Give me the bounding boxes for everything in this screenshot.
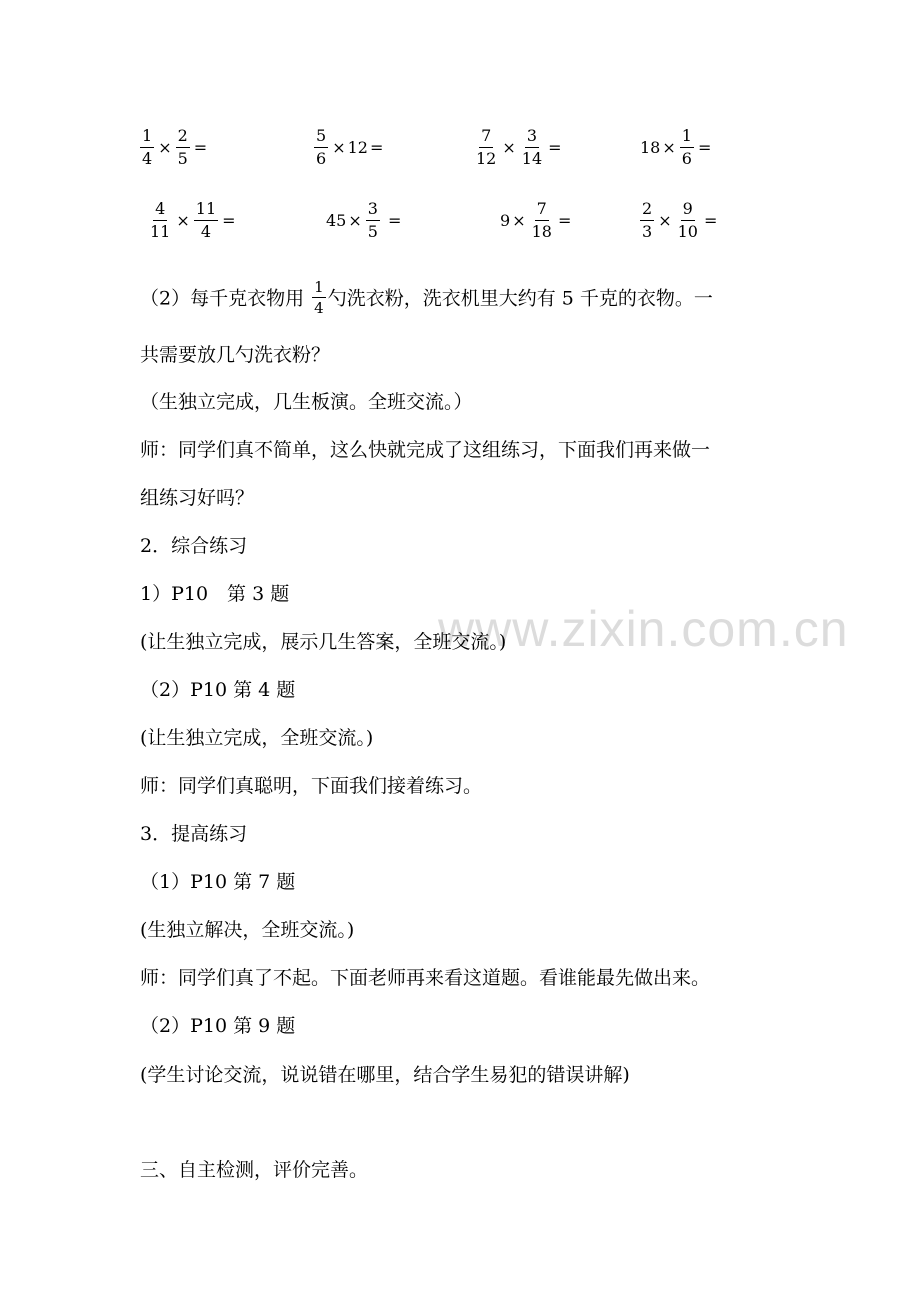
exercise-2-4: $\frac{2}{3}$ × $\frac{9}{10}$ = [642, 199, 718, 241]
exercise-2-3: 9 × $\frac{7}{18}$ = [500, 199, 572, 241]
text-line: （2）P10 第 4 题 [140, 679, 296, 701]
text-line: (学生讨论交流，说说错在哪里，结合学生易犯的错误讲解) [140, 1064, 630, 1086]
exercise-1-1: $\frac{1}{4}$ × $\frac{2}{5}$ = [142, 126, 208, 168]
fraction: $\frac{4}{11}$ [150, 199, 171, 241]
exercise-2-2: 45 × $\frac{3}{5}$ = [326, 199, 402, 241]
fraction: $\frac{7}{12}$ [476, 126, 497, 168]
fraction: $\frac{3}{5}$ [367, 199, 378, 241]
text-line: （1）P10 第 7 题 [140, 871, 296, 893]
text-line: （2）P10 第 9 题 [140, 1015, 296, 1037]
fraction: $\frac{9}{10}$ [677, 199, 698, 241]
fraction: $\frac{7}{18}$ [531, 199, 552, 241]
exercise-1-2: $\frac{5}{6}$ × 12 = [316, 126, 384, 168]
text-line: 1）P10 第 3 题 [140, 583, 290, 605]
fraction: $\frac{5}{6}$ [316, 126, 327, 168]
section-heading: 三、自主检测，评价完善。 [140, 1159, 369, 1181]
text-line: 师：同学们真不简单，这么快就完成了这组练习，下面我们再来做一 [140, 439, 711, 461]
fraction: $\frac{1}{6}$ [681, 126, 692, 168]
exercise-2-1: $\frac{4}{11}$ × $\frac{11}{4}$ = [150, 199, 236, 241]
fraction: $\frac{11}{4}$ [195, 199, 217, 241]
text-line: （生独立完成，几生板演。全班交流。） [140, 391, 473, 413]
exercise-1-4: 18 × $\frac{1}{6}$ = [640, 126, 712, 168]
text-line: (让生独立完成，展示几生答案，全班交流。) [140, 631, 507, 653]
exercise-1-3: $\frac{7}{12}$ × $\frac{3}{14}$ = [476, 126, 562, 168]
fraction: $\frac{2}{5}$ [177, 126, 188, 168]
text-line: 共需要放几勺洗衣粉？ [140, 344, 331, 366]
text-line: 师：同学们真聪明，下面我们接着练习。 [140, 775, 483, 797]
fraction: $\frac{1}{4}$ [142, 126, 153, 168]
inline-fraction: $\frac{1}{4}$ [314, 278, 324, 317]
question-2-line: （2）每千克衣物用 $\frac{1}{4}$ 勺洗衣粉，洗衣机里大约有 5 千克的衣物。一 [140, 278, 713, 317]
fraction: $\frac{3}{14}$ [521, 126, 543, 168]
text-line: 师：同学们真了不起。下面老师再来看这道题。看谁能最先做出来。 [140, 967, 711, 989]
section-heading: 2．综合练习 [140, 535, 248, 557]
text-line: (生独立解决，全班交流。) [140, 919, 355, 941]
text-line: 组练习好吗？ [140, 487, 255, 509]
fraction: $\frac{2}{3}$ [642, 199, 653, 241]
text-line: (让生独立完成，全班交流。) [140, 727, 374, 749]
watermark: www.zixin.com.cn [438, 601, 849, 657]
section-heading: 3．提高练习 [140, 823, 248, 845]
